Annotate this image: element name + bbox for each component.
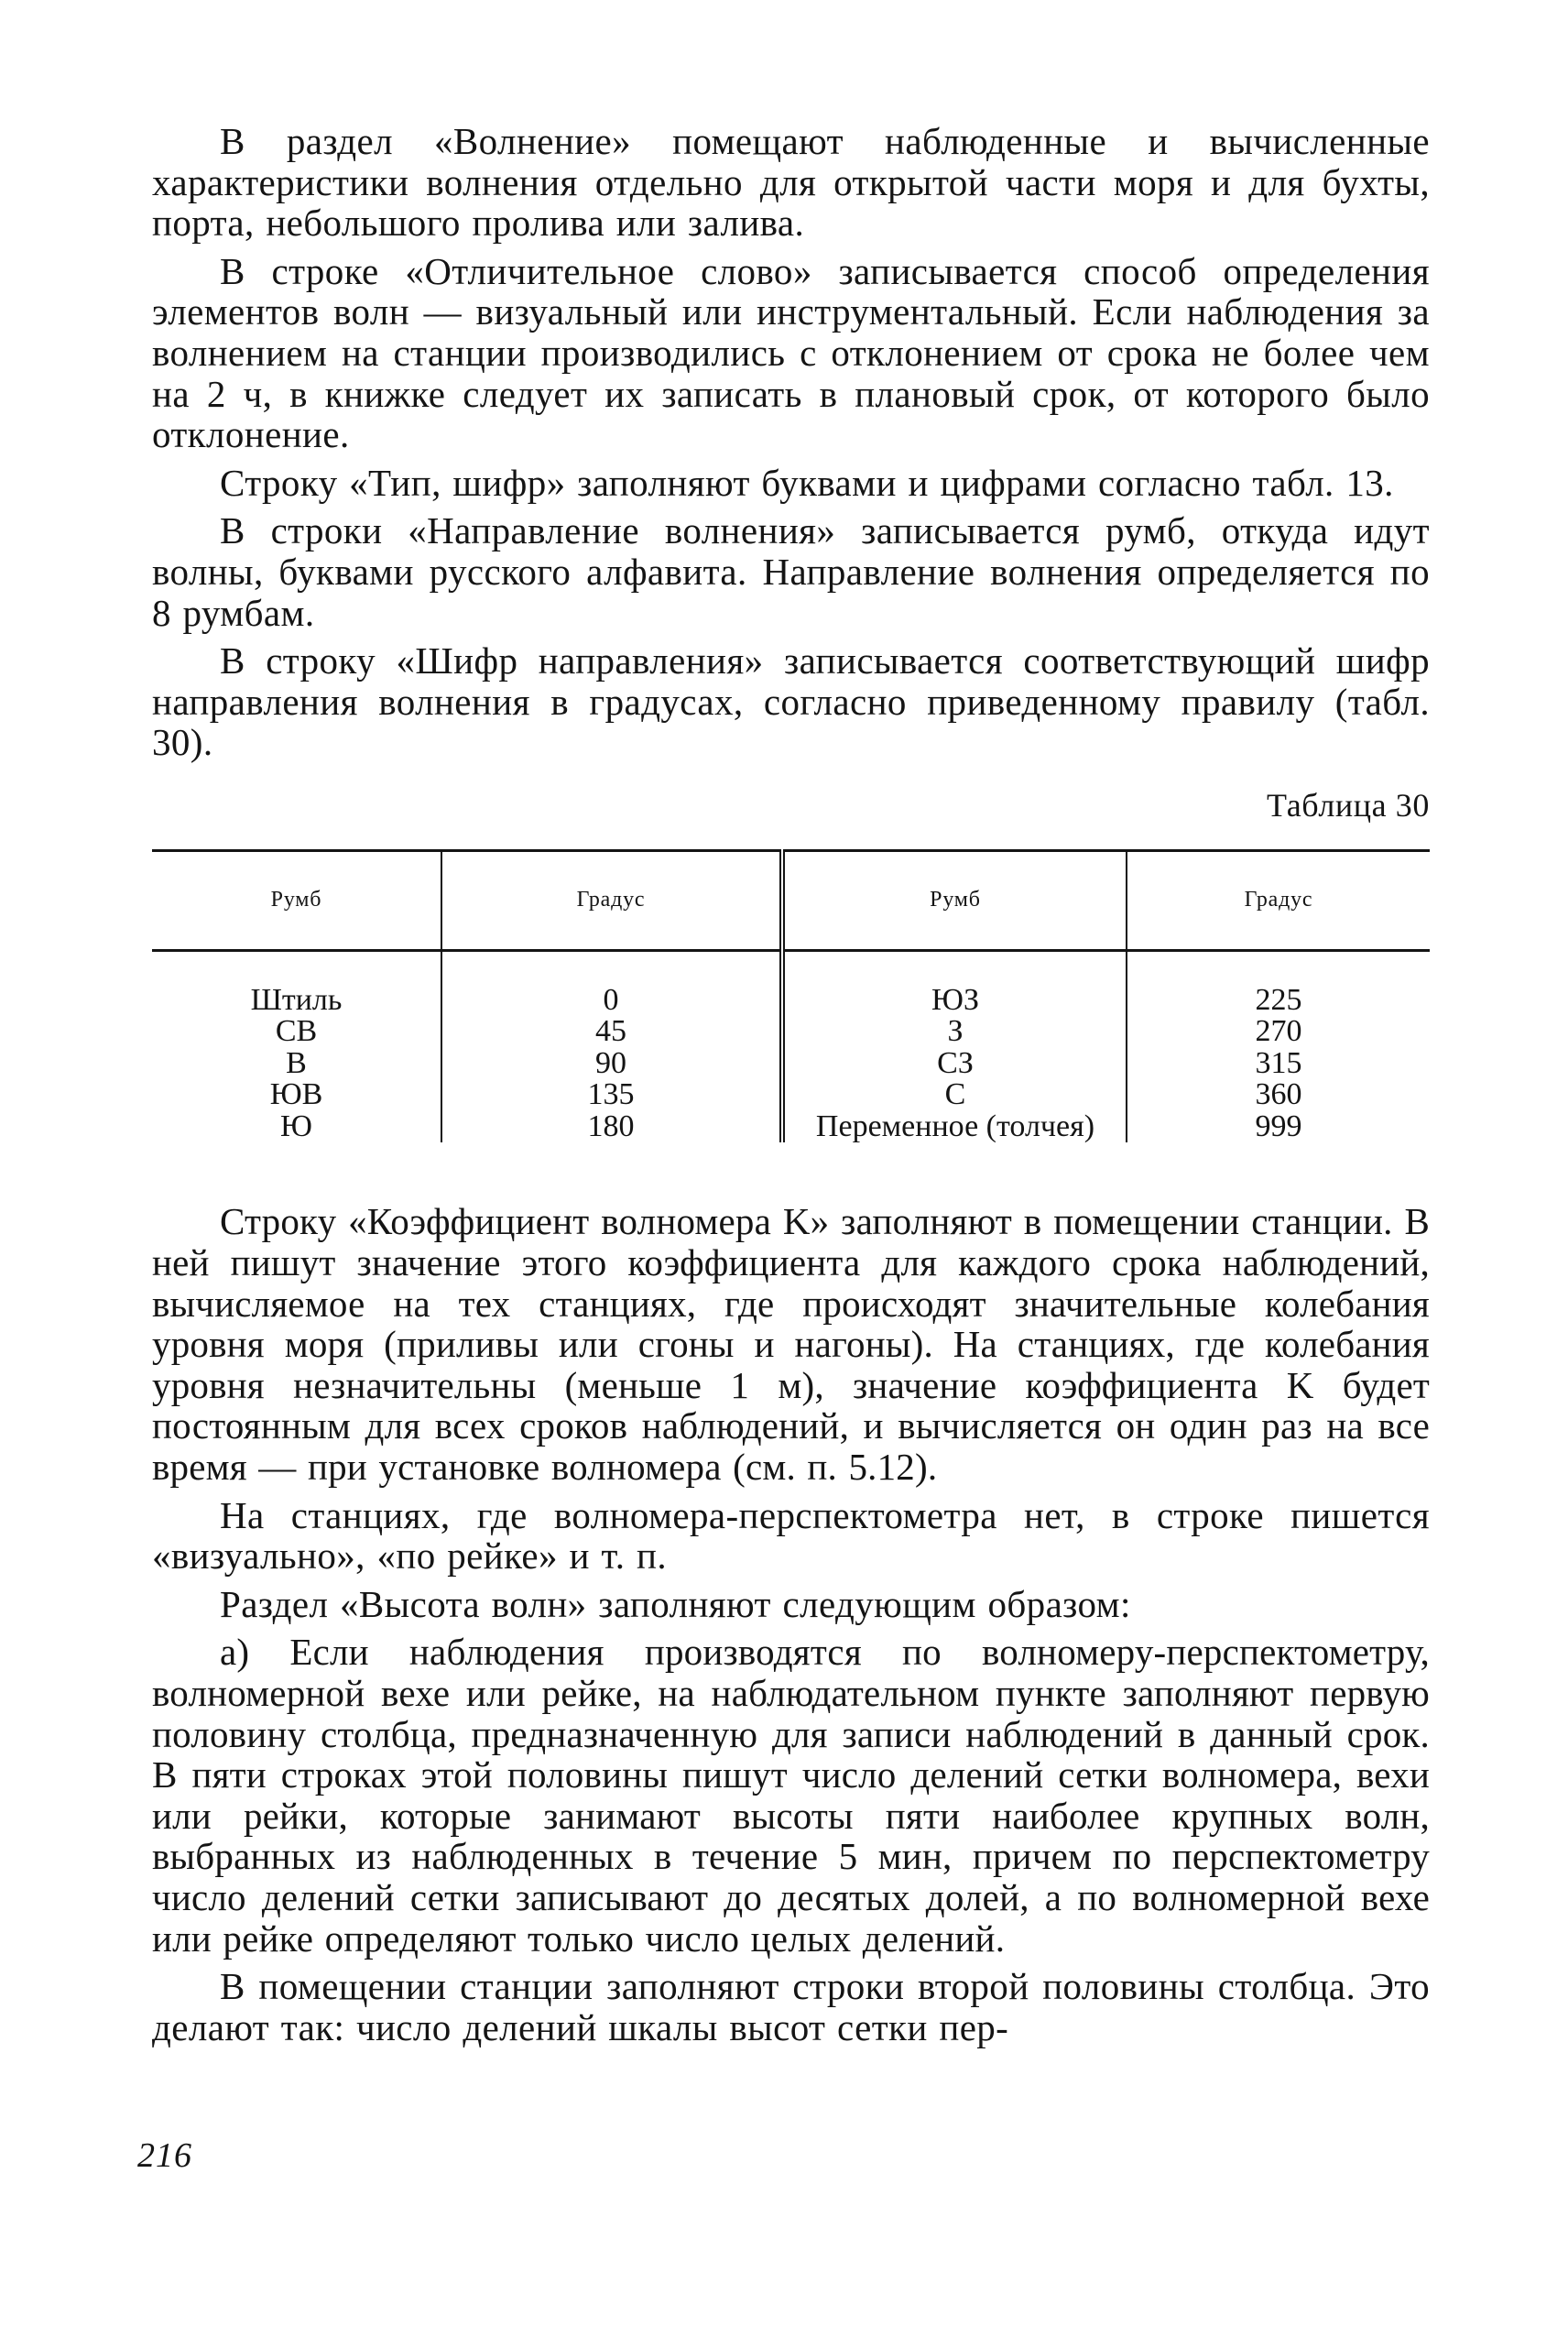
- page-number: 216: [137, 2136, 192, 2175]
- table-cell: С: [782, 1079, 1127, 1111]
- table-cell: 180: [441, 1111, 782, 1143]
- table-row: [152, 1079, 1430, 1111]
- paragraph-station-room: В помещении станции заполняют строки второй половины столбца. Это делают так: число делений шкалы высот сетки пер-: [152, 1965, 1430, 2048]
- page-content: [152, 121, 1430, 2048]
- table-header-row: [152, 850, 1430, 950]
- paragraph-wave-section: В раздел «Волнение» помещают наблюденные и вычисленные характеристики волнения отдельно для открытой части моря и для бухты, порта, небольшого пролива или залива.: [152, 120, 1430, 245]
- paragraph-wave-direction: В строки «Направление волнения» записывается румб, откуда идут волны, буквами русского алфавита. Направление волнения определяется по 8 румбам.: [152, 509, 1430, 634]
- paragraph-no-perspectometer: На станциях, где волномера-перспектометра нет, в строке пишется «визуально», «по рейке» и т. п.: [152, 1493, 1430, 1578]
- table-cell: 999: [1127, 1111, 1430, 1143]
- table-cell: ЮЗ: [782, 950, 1127, 1016]
- table-row: [152, 1111, 1430, 1143]
- header-degree-right: Градус: [1127, 850, 1430, 950]
- table-cell: СЗ: [782, 1048, 1127, 1080]
- table-cell: 225: [1127, 950, 1430, 1016]
- table-cell: 45: [441, 1016, 782, 1048]
- table-cell: 315: [1127, 1048, 1430, 1080]
- paragraph-observation-procedure: а) Если наблюдения производятся по волномеру-перспектометру, волномерной вехе или рейке, на наблюдательном пункте заполняют первую половину столбца, предназначенную для записи наблюдений в данный срок. В пяти строках этой половины пишут число делений сетки волномера, вехи или рейки, которые занимают высоты пяти наиболее крупных волн, выбранных из наблюденных в течение 5 мин, причем по перспектометру число делений сетки записывают до десятых долей, а по волномерной вехе или рейке определяют только число целых делений.: [152, 1631, 1430, 1960]
- paragraph-direction-code: В строку «Шифр направления» записывается соответствующий шифр направления волнения в градусах, согласно приведенному правилу (табл. 30).: [152, 639, 1430, 764]
- table-row: [152, 950, 1430, 1016]
- table-cell: З: [782, 1016, 1127, 1048]
- table-cell: Переменное (толчея): [782, 1111, 1127, 1143]
- table-cell: 270: [1127, 1016, 1430, 1048]
- table-cell: 0: [441, 950, 782, 1016]
- paragraph-wave-height-section: Раздел «Высота волн» заполняют следующим образом:: [220, 1582, 1131, 1625]
- table-cell: СВ: [275, 1014, 318, 1049]
- table-cell: ЮВ: [269, 1077, 323, 1112]
- table-cell: Ю: [280, 1108, 312, 1143]
- table-cell: 135: [441, 1079, 782, 1111]
- table-row: [152, 1048, 1430, 1080]
- direction-code-table: [152, 849, 1430, 1143]
- header-rumb-right: Румб: [782, 850, 1127, 950]
- table-row: [152, 1016, 1430, 1048]
- paragraph-wave-gauge-coefficient: Строку «Коэффициент волномера K» заполняют в помещении станции. В ней пишут значение этого коэффициента для каждого срока наблюдений, вычисляемое на тех станциях, где происходят значительные колебания уровня моря (приливы или сгоны и нагоны). На станциях, где колебания уровня незначительны (меньше 1 м), значение коэффициента K будет постоянным для всех сроков наблюдений, и вычисляется он один раз на все время — при установке волномера (см. п. 5.12).: [152, 1200, 1430, 1488]
- paragraph-type-code: Строку «Тип, шифр» заполняют буквами и цифрами согласно табл. 13.: [220, 461, 1394, 504]
- header-rumb-left: Румб: [152, 850, 441, 950]
- table-cell: В: [286, 1045, 307, 1080]
- table-cell: 90: [441, 1048, 782, 1080]
- header-degree-left: Градус: [441, 850, 782, 950]
- table-cell: Штиль: [250, 982, 343, 1017]
- paragraph-distinctive-word: В строке «Отличительное слово» записывается способ определения элементов волн — визуальный или инструментальный. Если наблюдения за волнением на станции производились с отклонением от срока не более чем на 2 ч, в книжке следует их записать в плановый срок, от которого было отклонение.: [152, 249, 1430, 456]
- table-cell: 360: [1127, 1079, 1430, 1111]
- table-caption: Таблица 30: [1267, 786, 1430, 824]
